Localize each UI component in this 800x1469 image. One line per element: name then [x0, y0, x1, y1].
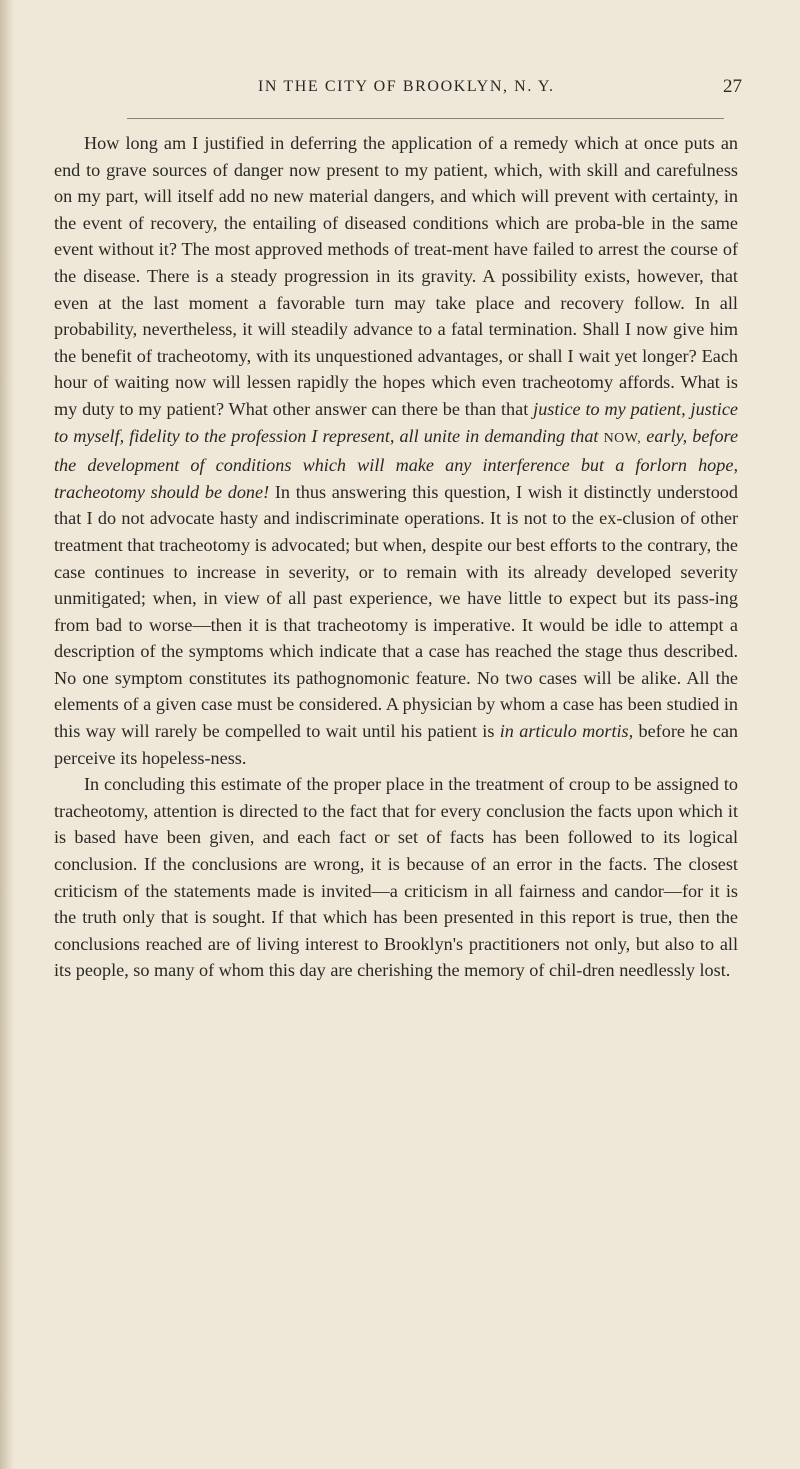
page-number: 27 — [723, 76, 742, 97]
running-title: IN THE CITY OF BROOKLYN, N. Y. — [258, 78, 555, 95]
paragraph-1 — [54, 130, 738, 771]
body-text — [54, 130, 738, 984]
paragraph-1-italic-a: justice to my patient, justice to myself, fidelity to the profession I represent, all unite in demanding that — [54, 398, 738, 446]
paragraph-1-italic-c: in articulo mortis, — [499, 721, 634, 742]
header-rule — [127, 118, 724, 119]
paragraph-1-text-c: before he can perceive its hopeless-ness. — [54, 721, 738, 768]
paragraph-1-text-a: How long am I justified in deferring the application of a remedy which at once puts an end to grave sources of danger now present to my patient, which, with skill and carefulness on my part, will itself add no new material dangers, and which will prevent with certainty, in the event of recovery, the entailing of diseased conditions which are proba-ble in the same event without it? The most approved methods of treat-ment have failed to arrest the course of the disease. There is a steady progression in its gravity. A possibility exists, however, that even at the last moment a favorable turn may take place and recovery follow. In all probability, nevertheless, it will steadily advance to a fatal termination. Shall I now give him the benefit of tracheotomy, with its unquestioned advantages, or shall I wait yet longer? Each hour of waiting now will lessen rapidly the hopes which even tracheotomy affords. What is my duty to my patient? What other answer can there be than that — [54, 133, 738, 419]
paragraph-1-italic-b: early, before the development of conditions which will make any interference but a forlorn hope, tracheotomy should be done! — [54, 425, 739, 502]
paragraph-2: In concluding this estimate of the proper place in the treatment of croup to be assigned to tracheotomy, attention is directed to the fact that for every conclusion the facts upon which it is based have been given, and each fact or set of facts has been followed to its logical conclusion. If the conclusions are wrong, it is because of an error in the facts. The closest criticism of the statements made is invited—a criticism in all fairness and candor—for it is the truth only that is sought. If that which has been presented in this report is true, then the conclusions reached are of living interest to Brooklyn's practitioners not only, but also to all its people, so many of whom this day are cherishing the memory of chil-dren needlessly lost. — [54, 774, 738, 981]
running-head — [0, 78, 800, 108]
page-edge-shadow — [0, 0, 14, 1469]
paragraph-1-smallcaps: NOW, — [603, 430, 642, 446]
paragraph-1-text-b: In thus answering this question, I wish it distinctly understood that I do not advocate hasty and indiscriminate operations. It is not to the ex-clusion of other treatment that tracheotomy is advocated; but when, despite our best efforts to the contrary, the case continues to increase in severity, or to remain with its already developed severity unmitigated; when, in view of all past experience, we have little to expect but its pass-ing from bad to worse—then it is that tracheotomy is imperative. It would be idle to attempt a description of the symptoms which indicate that a case has reached the stage thus described. No one symptom constitutes its pathognomonic feature. No two cases will be alike. All the elements of a given case must be considered. A physician by whom a case has been studied in this way will rarely be compelled to wait until his patient is — [54, 481, 738, 742]
